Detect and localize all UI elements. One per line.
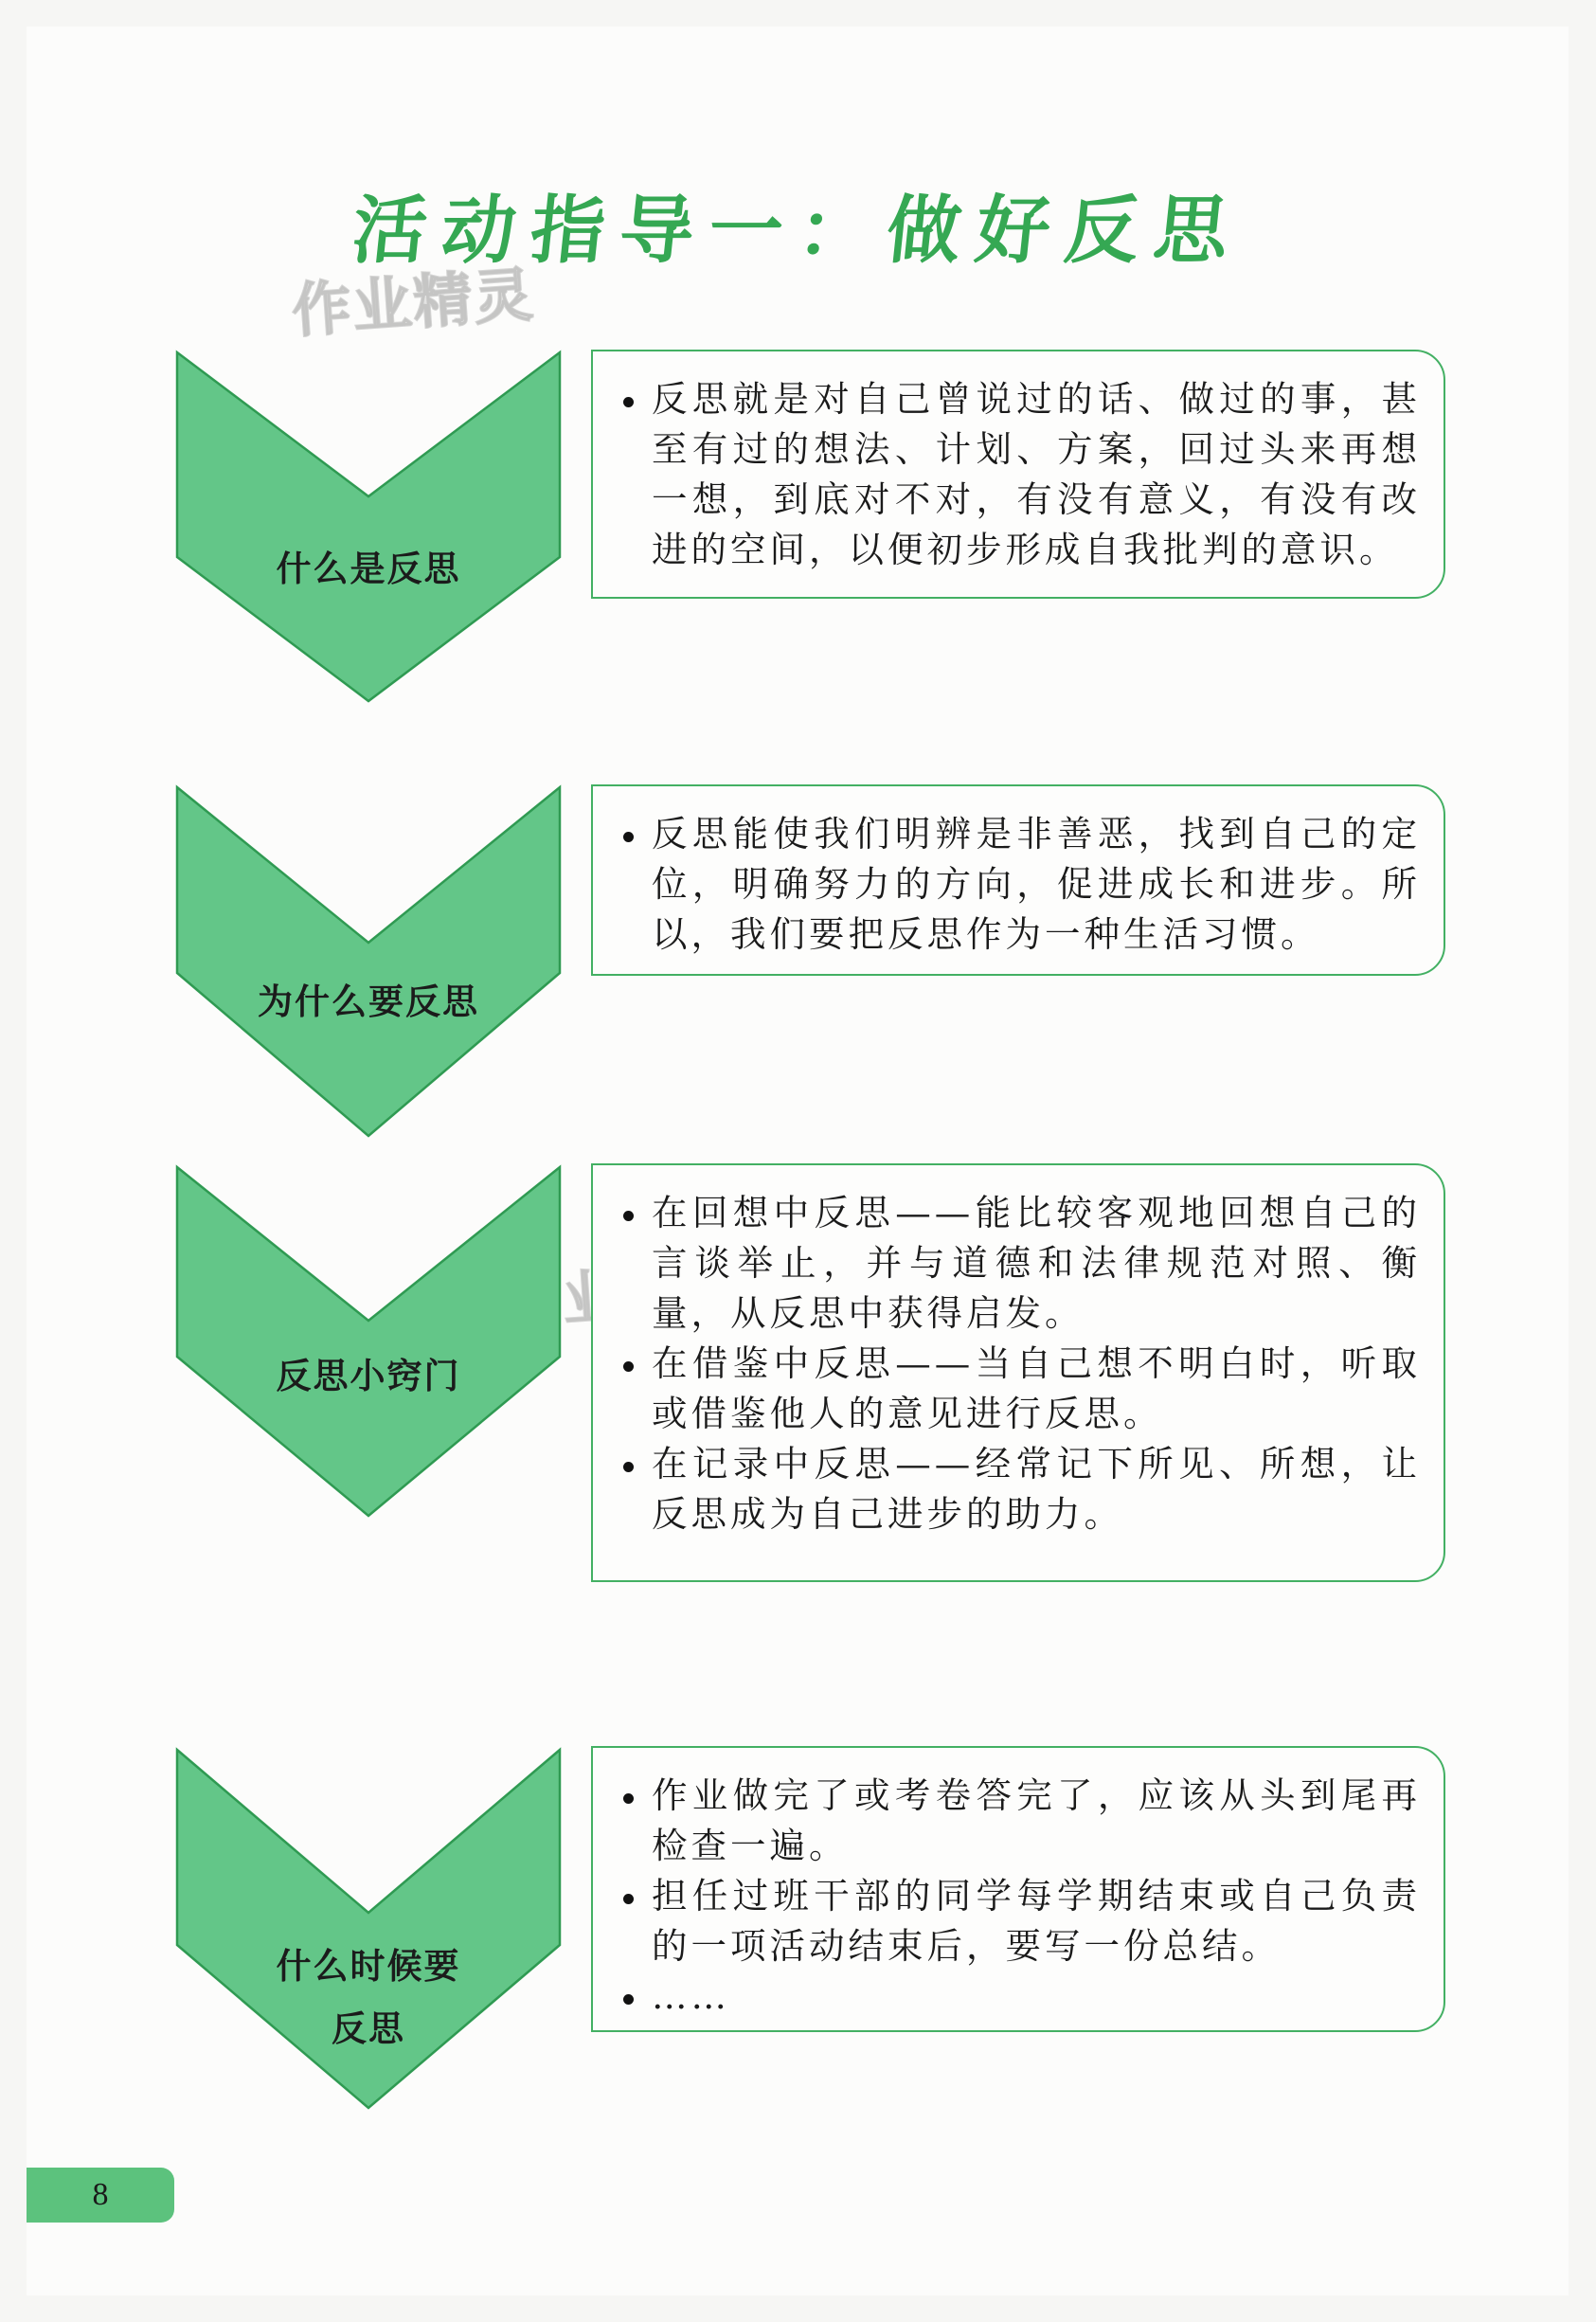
chevron-shape (173, 1163, 564, 1523)
list-item: 作业做完了或考卷答完了，应该从头到尾再检查一遍。 (612, 1771, 1421, 1871)
bullet-list (612, 1188, 1421, 1539)
list-item: 反思能使我们明辨是非善恶，找到自己的定位，明确努力的方向，促进成长和进步。所以，我们要把反思作为一种生活习惯。 (612, 809, 1421, 960)
chevron-when-to-reflect (173, 1746, 564, 2115)
content-box-reflection-tips (591, 1163, 1445, 1582)
content-box-why-reflect (591, 784, 1445, 976)
list-item: 反思就是对自己曾说过的话、做过的事，甚至有过的想法、计划、方案，回过头来再想一想，到底对不对，有没有意义，有没有改进的空间，以便初步形成自我批判的意识。 (612, 374, 1421, 575)
bullet-list (612, 809, 1421, 960)
section-heading: 反思小窍门 (276, 1355, 461, 1396)
watermark: 作业精灵 (290, 260, 537, 346)
section-heading-line2: 反思 (332, 2007, 405, 2049)
chevron-shape (173, 783, 564, 1143)
chevron-shape (173, 1746, 564, 2115)
chevron-shape (173, 349, 564, 709)
chevron-why-reflect (173, 783, 564, 1143)
list-item: 在记录中反思——经常记下所见、所想，让反思成为自己进步的助力。 (612, 1439, 1421, 1539)
list-item: 担任过班干部的同学每学期结束或自己负责的一项活动结束后，要写一份总结。 (612, 1871, 1421, 1971)
section-heading-line1: 什么时候要 (276, 1945, 461, 1987)
list-item: …… (612, 1971, 1421, 2022)
chevron-reflection-tips (173, 1163, 564, 1523)
page-title: 活动指导一：做好反思 (348, 188, 1248, 274)
bullet-list (612, 1771, 1421, 2022)
content-box-when-to-reflect (591, 1746, 1445, 2032)
bullet-list (612, 374, 1421, 575)
page-number: 8 (92, 2177, 109, 2212)
list-item: 在回想中反思——能比较客观地回想自己的言谈举止，并与道德和法律规范对照、衡量，从反思中获得启发。 (612, 1188, 1421, 1339)
content-box-what-is-reflection (591, 350, 1445, 599)
section-heading: 为什么要反思 (258, 981, 479, 1022)
chevron-what-is-reflection (173, 349, 564, 709)
section-heading: 什么是反思 (276, 548, 461, 589)
list-item: 在借鉴中反思——当自己想不明白时，听取或借鉴他人的意见进行反思。 (612, 1339, 1421, 1439)
page-number-tab (27, 2168, 174, 2223)
